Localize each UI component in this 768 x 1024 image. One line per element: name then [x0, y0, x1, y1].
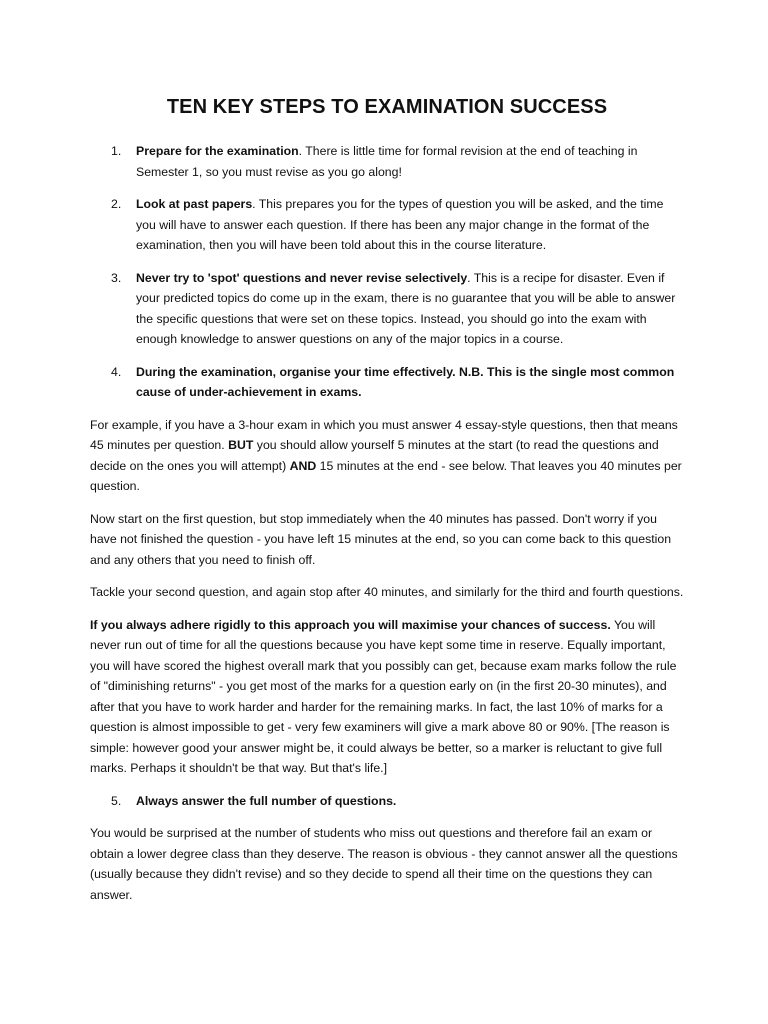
- step-heading: Always answer the full number of questions.: [136, 793, 397, 808]
- step-number: 4.: [111, 364, 122, 379]
- step-item-4: [90, 362, 684, 403]
- step-item-5: [90, 791, 684, 812]
- approach-paragraph: If you always adhere rigidly to this approach you will maximise your chances of success. You will never run out of time for all the questions because you have kept some time in reserve. Equally important, you will have scored the highest overall mark that you possibly can get, because exam marks follow the rule of "diminishing returns" - you get most of the marks for a question early on (in the first 20-30 minutes), and after that you have to work harder and harder for the remaining marks. In fact, the last 10% of marks for a question is almost impossible to get - very few examiners will give a mark above 80 or 90%. [The reason is simple: however good your answer might be, it could always be better, so a marker is reluctant to give full marks. Perhaps it shouldn't be that way. But that's life.]: [90, 617, 677, 775]
- step-body: . There is little time for formal revision at the end of teaching in Semester 1, so you must revise as you go along!: [136, 144, 638, 179]
- step-text: [136, 791, 684, 812]
- step-body: . This prepares you for the types of question you will be asked, and the time you will have to answer each question. If there has been any major change in the format of the examination, then you will have been told about this in the course literature.: [136, 197, 664, 252]
- step-item-3: [90, 268, 684, 350]
- step-number: 5.: [111, 793, 122, 808]
- first-question-paragraph: Now start on the first question, but stop immediately when the 40 minutes has passed. Don't worry if you have not finished the question - you have left 15 minutes at the end, so you can come back to this question and any others that you need to finish off.: [90, 511, 672, 567]
- step-item-1: [90, 141, 684, 182]
- step-text: [136, 362, 684, 403]
- step-body: . This is a recipe for disaster. Even if your predicted topics do come up in the exam, there is no guarantee that you will be able to answer the specific questions that were set on these topics. Instead, you should go into the exam with enough knowledge to answer questions on any of the major topics in a course.: [136, 270, 676, 346]
- step-number: 2.: [111, 197, 122, 211]
- document-page: [90, 96, 684, 917]
- step-heading: Never try to 'spot' questions and never revise selectively: [136, 270, 468, 285]
- page-title: TEN KEY STEPS TO EXAMINATION SUCCESS: [166, 96, 608, 118]
- step-heading: Look at past papers: [136, 197, 253, 211]
- step-heading: Prepare for the examination: [136, 144, 299, 158]
- step-item-2: [90, 194, 684, 256]
- step-heading: During the examination, organise your time effectively. N.B. This is the single most common cause of under-achievement in exams.: [136, 364, 675, 399]
- step-text: [136, 194, 684, 256]
- full-questions-paragraph: You would be surprised at the number of students who miss out questions and therefore fail an exam or obtain a lower degree class than they deserve. The reason is obvious - they cannot answer all the questions (usually because they didn't revise) and so they decide to spend all their time on the questions they can answer.: [90, 826, 678, 902]
- example-paragraph: For example, if you have a 3-hour exam in which you must answer 4 essay-style questions, then that means 45 minutes per question. BUT you should allow yourself 5 minutes at the start (to read the questions and decide on the ones you will attempt) AND 15 minutes at the end - see below. That leaves you 40 minutes per question.: [90, 417, 682, 493]
- step-number: 1.: [111, 144, 122, 158]
- step-text: [136, 141, 684, 182]
- step-number: 3.: [111, 270, 122, 285]
- second-question-paragraph: Tackle your second question, and again stop after 40 minutes, and similarly for the third and fourth questions.: [90, 585, 684, 599]
- step-text: [136, 268, 684, 350]
